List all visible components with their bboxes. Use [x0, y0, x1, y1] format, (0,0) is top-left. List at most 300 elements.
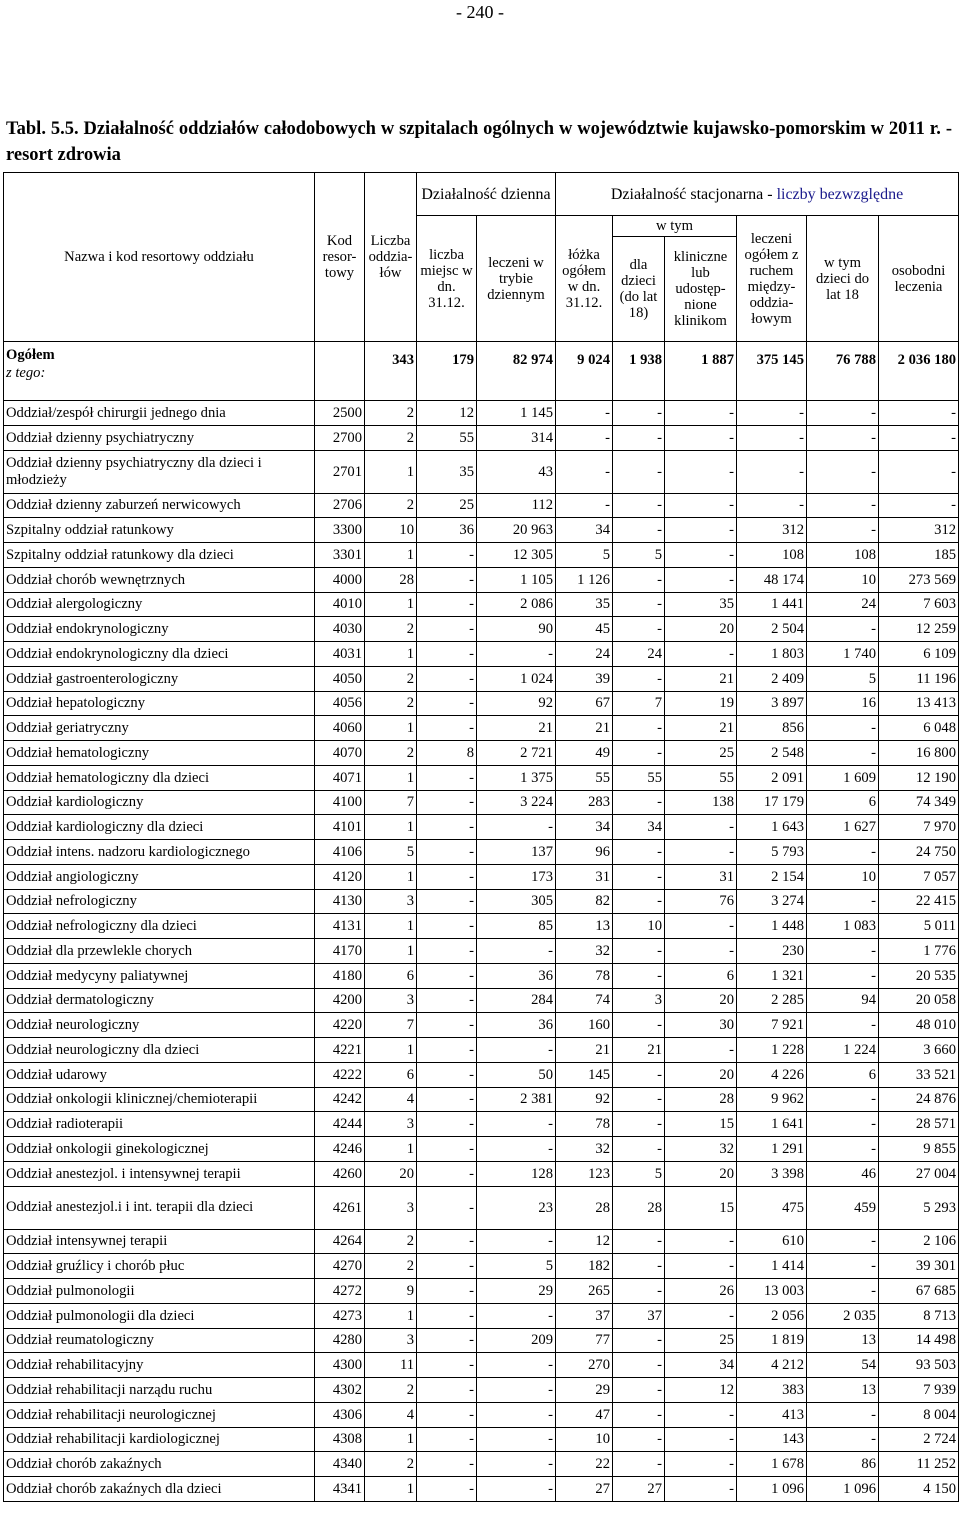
total-beds: 9 024 [556, 342, 613, 401]
cell-treated-daily: 1 105 [477, 567, 556, 592]
cell-code: 4260 [315, 1161, 365, 1186]
cell-patient-days: 20 535 [879, 963, 959, 988]
cell-code: 4242 [315, 1087, 365, 1112]
cell-beds-children: - [613, 963, 665, 988]
cell-count: 2 [365, 1254, 417, 1279]
cell-count: 2 [365, 425, 417, 450]
cell-beds-children: 3 [613, 988, 665, 1013]
table-row [4, 1477, 959, 1502]
cell-count: 1 [365, 1137, 417, 1162]
cell-count: 4 [365, 1402, 417, 1427]
cell-beds-children: - [613, 425, 665, 450]
cell-code: 3301 [315, 543, 365, 568]
cell-treated-children: 46 [807, 1161, 879, 1186]
cell-treated-children: - [807, 840, 879, 865]
cell-places: - [417, 1402, 477, 1427]
cell-treated-children: 1 627 [807, 815, 879, 840]
table-row [4, 840, 959, 865]
cell-treated-children: 1 083 [807, 914, 879, 939]
cell-count: 2 [365, 1452, 417, 1477]
header-places: liczba miejsc w dn. 31.12. [417, 216, 477, 342]
cell-beds-clinical: 21 [665, 716, 737, 741]
cell-places: - [417, 1279, 477, 1304]
cell-code: 4056 [315, 691, 365, 716]
cell-treated-total: 1 414 [737, 1254, 807, 1279]
cell-count: 1 [365, 543, 417, 568]
cell-treated-total: 1 096 [737, 1477, 807, 1502]
cell-beds: 96 [556, 840, 613, 865]
cell-count: 3 [365, 1328, 417, 1353]
total-places: 179 [417, 342, 477, 401]
cell-treated-total: 1 678 [737, 1452, 807, 1477]
header-inpatient-group: Działalność stacjonarna - liczby bezwzględne [556, 173, 959, 216]
cell-count: 1 [365, 815, 417, 840]
cell-count: 1 [365, 642, 417, 667]
cell-treated-children: - [807, 401, 879, 426]
cell-patient-days: 28 571 [879, 1112, 959, 1137]
cell-patient-days: 312 [879, 518, 959, 543]
cell-beds: 37 [556, 1303, 613, 1328]
cell-treated-daily: 21 [477, 716, 556, 741]
cell-patient-days: 11 252 [879, 1452, 959, 1477]
cell-treated-total: 7 921 [737, 1013, 807, 1038]
total-patient-days: 2 036 180 [879, 342, 959, 401]
cell-beds: 47 [556, 1402, 613, 1427]
cell-beds-children: - [613, 1452, 665, 1477]
cell-treated-children: 459 [807, 1186, 879, 1229]
table-row [4, 1427, 959, 1452]
cell-patient-days: 93 503 [879, 1353, 959, 1378]
cell-patient-days: 24 876 [879, 1087, 959, 1112]
cell-beds-clinical: 15 [665, 1186, 737, 1229]
cell-beds-children: 37 [613, 1303, 665, 1328]
cell-ward-name: Oddział chorób wewnętrznych [4, 567, 315, 592]
cell-beds: 21 [556, 716, 613, 741]
cell-places: - [417, 1112, 477, 1137]
table-row [4, 1229, 959, 1254]
table-row [4, 1378, 959, 1403]
cell-patient-days: - [879, 425, 959, 450]
cell-beds-clinical: 28 [665, 1087, 737, 1112]
cell-patient-days: 9 855 [879, 1137, 959, 1162]
cell-treated-total: 1 291 [737, 1137, 807, 1162]
cell-code: 4050 [315, 666, 365, 691]
cell-beds-clinical: - [665, 1254, 737, 1279]
cell-treated-daily: 2 721 [477, 741, 556, 766]
table-row [4, 1452, 959, 1477]
cell-beds-clinical: 30 [665, 1013, 737, 1038]
cell-patient-days: - [879, 450, 959, 493]
cell-treated-total: 3 274 [737, 889, 807, 914]
cell-beds: 32 [556, 1137, 613, 1162]
cell-code: 3300 [315, 518, 365, 543]
cell-beds: 77 [556, 1328, 613, 1353]
cell-treated-children: - [807, 741, 879, 766]
cell-treated-daily: - [477, 815, 556, 840]
table-row [4, 1137, 959, 1162]
cell-beds: 82 [556, 889, 613, 914]
cell-patient-days: 2 724 [879, 1427, 959, 1452]
cell-beds: 21 [556, 1038, 613, 1063]
cell-count: 3 [365, 889, 417, 914]
cell-beds: 28 [556, 1186, 613, 1229]
cell-beds-clinical: 31 [665, 864, 737, 889]
cell-treated-total: 2 056 [737, 1303, 807, 1328]
cell-beds: 1 126 [556, 567, 613, 592]
cell-treated-daily: 23 [477, 1186, 556, 1229]
cell-treated-children: 2 035 [807, 1303, 879, 1328]
cell-beds-children: 24 [613, 642, 665, 667]
cell-patient-days: 7 603 [879, 592, 959, 617]
cell-beds-children: - [613, 1229, 665, 1254]
cell-ward-name: Oddział pulmonologii [4, 1279, 315, 1304]
cell-treated-daily: - [477, 1427, 556, 1452]
cell-treated-total: - [737, 493, 807, 518]
cell-places: - [417, 1229, 477, 1254]
cell-code: 4170 [315, 939, 365, 964]
cell-beds-clinical: 32 [665, 1137, 737, 1162]
cell-ward-name: Oddział medycyny paliatywnej [4, 963, 315, 988]
cell-code: 4200 [315, 988, 365, 1013]
header-beds: łóżka ogółem w dn. 31.12. [556, 216, 613, 342]
cell-places: - [417, 914, 477, 939]
cell-count: 1 [365, 716, 417, 741]
cell-places: - [417, 1303, 477, 1328]
cell-ward-name: Oddział nefrologiczny dla dzieci [4, 914, 315, 939]
cell-beds-children: - [613, 840, 665, 865]
cell-patient-days: 7 939 [879, 1378, 959, 1403]
cell-patient-days: - [879, 493, 959, 518]
cell-ward-name: Oddział radioterapii [4, 1112, 315, 1137]
cell-treated-total: 17 179 [737, 790, 807, 815]
cell-beds: 55 [556, 765, 613, 790]
cell-beds: 45 [556, 617, 613, 642]
cell-treated-daily: 92 [477, 691, 556, 716]
cell-patient-days: 12 259 [879, 617, 959, 642]
cell-treated-total: 1 228 [737, 1038, 807, 1063]
cell-code: 4341 [315, 1477, 365, 1502]
cell-ward-name: Oddział chorób zakaźnych [4, 1452, 315, 1477]
total-treated-total: 375 145 [737, 342, 807, 401]
cell-treated-daily: - [477, 1378, 556, 1403]
cell-code: 4131 [315, 914, 365, 939]
cell-patient-days: 273 569 [879, 567, 959, 592]
cell-places: - [417, 642, 477, 667]
cell-beds-clinical: - [665, 450, 737, 493]
table-row [4, 543, 959, 568]
cell-patient-days: 5 293 [879, 1186, 959, 1229]
cell-patient-days: 67 685 [879, 1279, 959, 1304]
table-row [4, 889, 959, 914]
header-beds-clinical: kliniczne lub udostęp-nione klinikom [665, 237, 737, 342]
cell-code: 4300 [315, 1353, 365, 1378]
cell-code: 4273 [315, 1303, 365, 1328]
cell-treated-total: 4 212 [737, 1353, 807, 1378]
cell-treated-total: 2 154 [737, 864, 807, 889]
cell-treated-total: 3 398 [737, 1161, 807, 1186]
cell-treated-children: - [807, 716, 879, 741]
cell-treated-total: 1 448 [737, 914, 807, 939]
cell-patient-days: 20 058 [879, 988, 959, 1013]
cell-places: - [417, 840, 477, 865]
cell-ward-name: Oddział neurologiczny [4, 1013, 315, 1038]
cell-treated-children: 16 [807, 691, 879, 716]
total-treated-children: 76 788 [807, 342, 879, 401]
table-row [4, 450, 959, 493]
cell-beds-clinical: - [665, 1229, 737, 1254]
cell-beds-clinical: 35 [665, 592, 737, 617]
cell-count: 2 [365, 617, 417, 642]
cell-treated-daily: - [477, 1477, 556, 1502]
cell-patient-days: 1 776 [879, 939, 959, 964]
cell-count: 3 [365, 1112, 417, 1137]
cell-count: 10 [365, 518, 417, 543]
cell-places: - [417, 1038, 477, 1063]
table-row [4, 1186, 959, 1229]
cell-beds-clinical: 19 [665, 691, 737, 716]
cell-treated-children: - [807, 1137, 879, 1162]
table-row [4, 963, 959, 988]
cell-beds-children: 10 [613, 914, 665, 939]
cell-places: - [417, 963, 477, 988]
cell-beds-children: 34 [613, 815, 665, 840]
cell-places: - [417, 815, 477, 840]
cell-beds: 5 [556, 543, 613, 568]
total-row [4, 342, 959, 401]
header-name: Nazwa i kod resortowy oddziału [4, 173, 315, 342]
cell-treated-total: 143 [737, 1427, 807, 1452]
cell-treated-daily: - [477, 1137, 556, 1162]
cell-treated-daily: 173 [477, 864, 556, 889]
table-row [4, 592, 959, 617]
cell-ward-name: Oddział neurologiczny dla dzieci [4, 1038, 315, 1063]
cell-beds-children: - [613, 1087, 665, 1112]
cell-beds-children: 28 [613, 1186, 665, 1229]
cell-beds: 39 [556, 666, 613, 691]
cell-count: 4 [365, 1087, 417, 1112]
header-count: Liczba oddzia-łów [365, 173, 417, 342]
table-row [4, 1402, 959, 1427]
cell-treated-children: - [807, 1013, 879, 1038]
cell-count: 2 [365, 666, 417, 691]
cell-places: 35 [417, 450, 477, 493]
cell-code: 4060 [315, 716, 365, 741]
cell-beds-children: - [613, 1328, 665, 1353]
cell-beds: 78 [556, 1112, 613, 1137]
cell-ward-name: Oddział intensywnej terapii [4, 1229, 315, 1254]
table-row [4, 1279, 959, 1304]
table-row [4, 493, 959, 518]
cell-code: 4270 [315, 1254, 365, 1279]
cell-places: - [417, 691, 477, 716]
table-row [4, 1013, 959, 1038]
cell-treated-children: 10 [807, 567, 879, 592]
header-treated-children: w tym dzieci do lat 18 [807, 216, 879, 342]
cell-patient-days: - [879, 401, 959, 426]
table-row [4, 864, 959, 889]
cell-count: 2 [365, 1229, 417, 1254]
cell-code: 2700 [315, 425, 365, 450]
cell-places: - [417, 864, 477, 889]
cell-places: 36 [417, 518, 477, 543]
cell-code: 4101 [315, 815, 365, 840]
cell-treated-children: - [807, 1087, 879, 1112]
cell-beds: 92 [556, 1087, 613, 1112]
cell-code: 4010 [315, 592, 365, 617]
cell-treated-daily: 20 963 [477, 518, 556, 543]
cell-treated-children: 108 [807, 543, 879, 568]
cell-treated-total: 2 409 [737, 666, 807, 691]
cell-beds-children: - [613, 518, 665, 543]
cell-code: 4264 [315, 1229, 365, 1254]
cell-treated-total: 383 [737, 1378, 807, 1403]
cell-beds-children: - [613, 1353, 665, 1378]
cell-treated-total: 2 504 [737, 617, 807, 642]
cell-patient-days: 7 057 [879, 864, 959, 889]
cell-beds-clinical: - [665, 425, 737, 450]
cell-treated-daily: 112 [477, 493, 556, 518]
cell-beds: 74 [556, 988, 613, 1013]
cell-ward-name: Szpitalny oddział ratunkowy dla dzieci [4, 543, 315, 568]
cell-patient-days: 185 [879, 543, 959, 568]
cell-patient-days: 2 106 [879, 1229, 959, 1254]
cell-beds-children: 21 [613, 1038, 665, 1063]
cell-beds: - [556, 401, 613, 426]
cell-treated-children: - [807, 1279, 879, 1304]
cell-beds-clinical: - [665, 914, 737, 939]
cell-ward-name: Oddział rehabilitacyjny [4, 1353, 315, 1378]
cell-treated-children: 1 609 [807, 765, 879, 790]
cell-beds: 160 [556, 1013, 613, 1038]
cell-treated-total: 1 321 [737, 963, 807, 988]
cell-places: - [417, 1186, 477, 1229]
cell-beds-clinical: 6 [665, 963, 737, 988]
cell-treated-total: 1 819 [737, 1328, 807, 1353]
cell-treated-total: 230 [737, 939, 807, 964]
cell-treated-children: - [807, 1427, 879, 1452]
cell-beds-clinical: - [665, 567, 737, 592]
cell-treated-children: - [807, 1254, 879, 1279]
table-row [4, 1112, 959, 1137]
cell-treated-children: - [807, 1402, 879, 1427]
cell-treated-daily: 1 145 [477, 401, 556, 426]
cell-beds-children: - [613, 401, 665, 426]
cell-beds-children: - [613, 790, 665, 815]
cell-treated-daily: 36 [477, 963, 556, 988]
cell-treated-daily: 314 [477, 425, 556, 450]
cell-treated-daily: 3 224 [477, 790, 556, 815]
cell-treated-daily: - [477, 939, 556, 964]
table-title: Tabl. 5.5. Działalność oddziałów całodobowych w szpitalach ogólnych w województwie kujawsko-pomorskim w 2011 r. - resort zdrowia [6, 119, 952, 165]
cell-treated-daily: 85 [477, 914, 556, 939]
cell-beds-clinical: - [665, 401, 737, 426]
cell-beds: 31 [556, 864, 613, 889]
cell-treated-daily: 2 086 [477, 592, 556, 617]
cell-treated-children: - [807, 963, 879, 988]
cell-beds-clinical: - [665, 815, 737, 840]
cell-patient-days: 8 004 [879, 1402, 959, 1427]
cell-ward-name: Oddział endokrynologiczny dla dzieci [4, 642, 315, 667]
cell-treated-total: 48 174 [737, 567, 807, 592]
cell-beds-children: - [613, 666, 665, 691]
cell-code: 4308 [315, 1427, 365, 1452]
cell-count: 1 [365, 1038, 417, 1063]
cell-treated-daily: 128 [477, 1161, 556, 1186]
cell-ward-name: Oddział reumatologiczny [4, 1328, 315, 1353]
cell-count: 6 [365, 963, 417, 988]
cell-beds-clinical: 34 [665, 1353, 737, 1378]
cell-ward-name: Oddział dzienny psychiatryczny dla dzieci i młodzieży [4, 450, 315, 493]
header-patient-days: osobodni leczenia [879, 216, 959, 342]
cell-places: - [417, 1427, 477, 1452]
table-row [4, 567, 959, 592]
cell-treated-total: 13 003 [737, 1279, 807, 1304]
cell-patient-days: 39 301 [879, 1254, 959, 1279]
table-row [4, 939, 959, 964]
cell-beds-children: - [613, 1378, 665, 1403]
cell-code: 4222 [315, 1062, 365, 1087]
cell-treated-children: - [807, 939, 879, 964]
cell-beds-children: 5 [613, 1161, 665, 1186]
cell-beds: 49 [556, 741, 613, 766]
cell-count: 28 [365, 567, 417, 592]
cell-treated-daily: 36 [477, 1013, 556, 1038]
cell-count: 6 [365, 1062, 417, 1087]
cell-treated-total: 312 [737, 518, 807, 543]
cell-beds-clinical: 25 [665, 1328, 737, 1353]
table-row [4, 1161, 959, 1186]
cell-count: 1 [365, 939, 417, 964]
cell-treated-daily: - [477, 1112, 556, 1137]
cell-ward-name: Oddział onkologii ginekologicznej [4, 1137, 315, 1162]
cell-beds-clinical: 12 [665, 1378, 737, 1403]
cell-code: 4030 [315, 617, 365, 642]
cell-code: 2500 [315, 401, 365, 426]
cell-beds-children: - [613, 1013, 665, 1038]
cell-beds-clinical: 20 [665, 617, 737, 642]
cell-beds: - [556, 425, 613, 450]
total-treated-daily: 82 974 [477, 342, 556, 401]
cell-places: - [417, 1013, 477, 1038]
cell-beds-clinical: 76 [665, 889, 737, 914]
cell-treated-total: 108 [737, 543, 807, 568]
cell-beds-children: - [613, 741, 665, 766]
cell-code: 4302 [315, 1378, 365, 1403]
cell-beds: 265 [556, 1279, 613, 1304]
cell-beds-children: 5 [613, 543, 665, 568]
cell-treated-children: - [807, 617, 879, 642]
header-code: Kod resor-towy [315, 173, 365, 342]
cell-treated-total: 1 641 [737, 1112, 807, 1137]
cell-code: 4071 [315, 765, 365, 790]
cell-patient-days: 4 150 [879, 1477, 959, 1502]
cell-count: 2 [365, 493, 417, 518]
cell-treated-total: - [737, 450, 807, 493]
cell-ward-name: Oddział rehabilitacji narządu ruchu [4, 1378, 315, 1403]
cell-treated-total: 475 [737, 1186, 807, 1229]
cell-ward-name: Oddział/zespół chirurgii jednego dnia [4, 401, 315, 426]
total-code [315, 342, 365, 401]
table-row [4, 1038, 959, 1063]
cell-places: 8 [417, 741, 477, 766]
cell-ward-name: Oddział udarowy [4, 1062, 315, 1087]
cell-treated-daily: - [477, 1353, 556, 1378]
cell-places: - [417, 592, 477, 617]
cell-patient-days: 6 048 [879, 716, 959, 741]
total-beds-children: 1 938 [613, 342, 665, 401]
cell-code: 4272 [315, 1279, 365, 1304]
cell-patient-days: 12 190 [879, 765, 959, 790]
